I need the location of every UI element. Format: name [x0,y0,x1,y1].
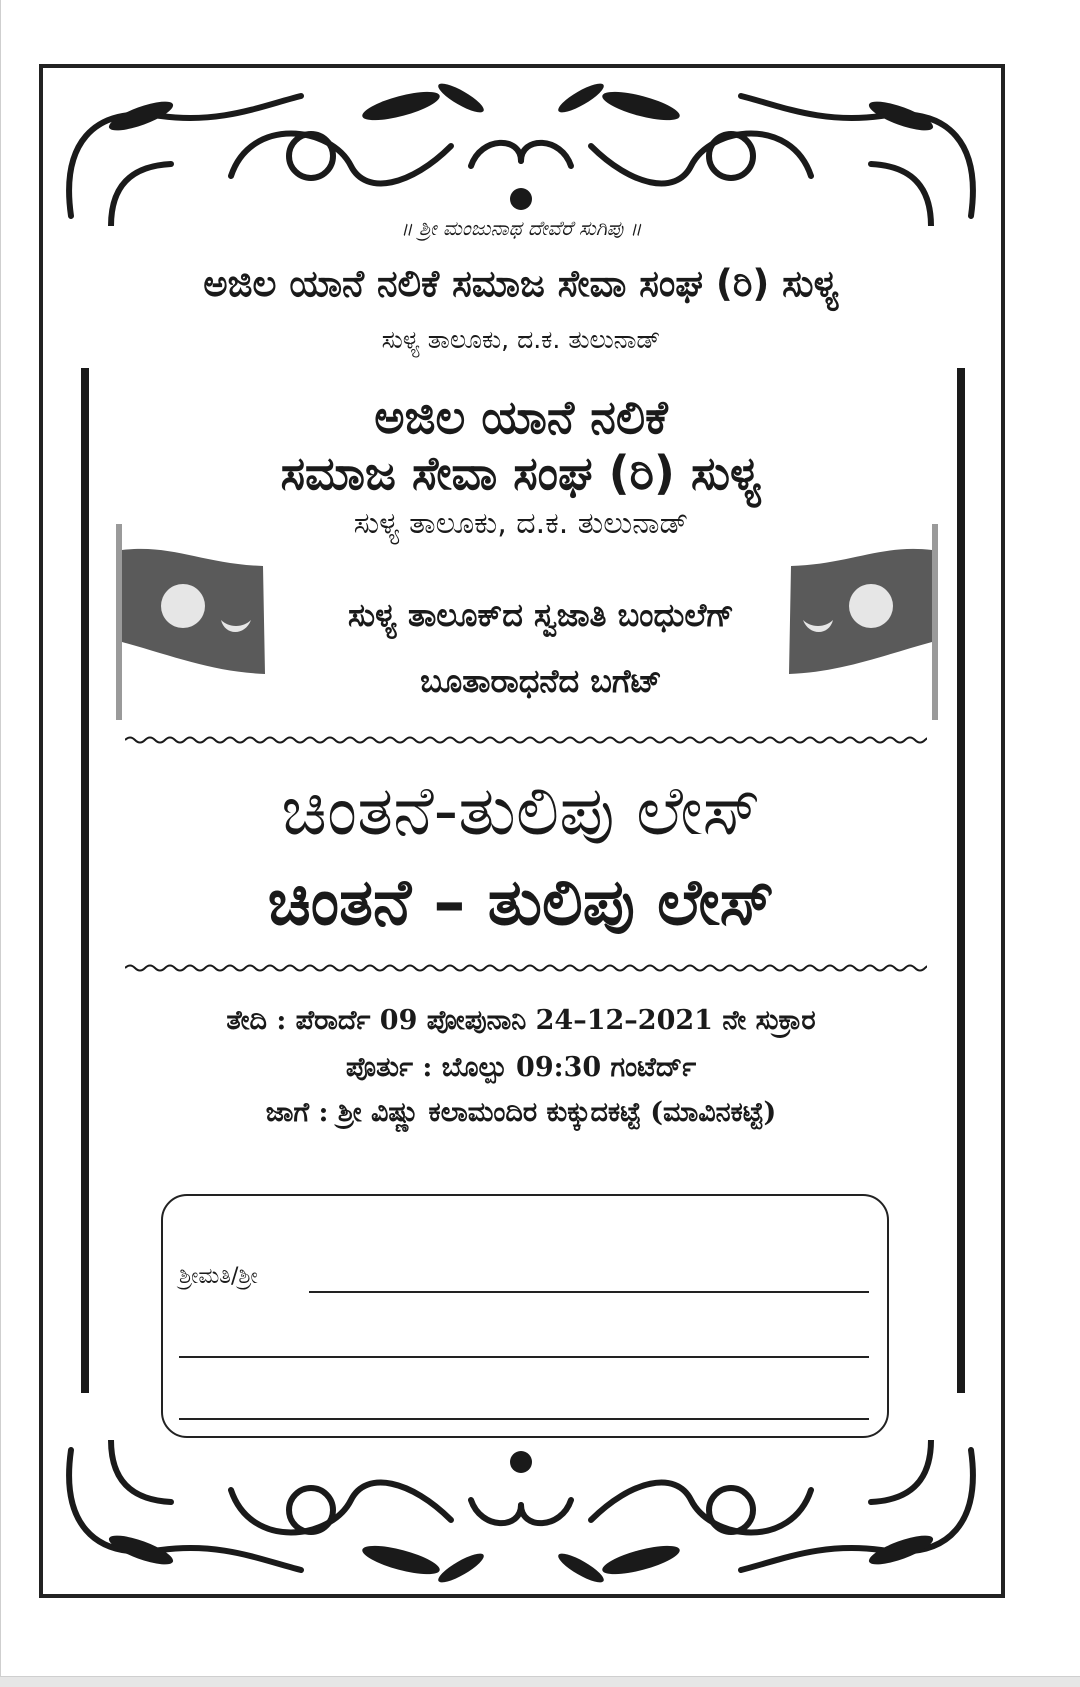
org-address-tulu-script: ಸುಳ್ಯ ತಾಲೂಕು, ದ.ಕ. ತುಲುನಾಡ್ [381,325,661,354]
floral-ornament-top [51,76,991,226]
addressee-label: ಶ್ರೀಮತಿ/ಶ್ರೀ [179,1264,258,1289]
org-name-tulu-script: ಅಜಿಲ ಯಾನೆ ನಲಿಕೆ ಸಮಾಜ ಸೇವಾ ಸಂಘ (ರಿ) ಸುಳ್ಯ [203,262,839,305]
left-side-line [81,368,89,1393]
wavy-divider-top [125,734,927,746]
blessing-line: ॥ ಶ್ರೀ ಮಂಜುನಾಥ ದೇವೆರೆ ಸುಗಿಪು ॥ [400,216,642,240]
floral-ornament-bottom [51,1440,991,1590]
right-side-line [957,368,965,1393]
org-name-line1: ಅಜಿಲ ಯಾನೆ ನಲಿಕೆ [374,390,668,444]
wavy-divider-bottom [125,962,927,974]
title-tulu-script: ಚಿಂತನೆ-ತುಲಿಪು ಲೇಸ್ [281,772,761,851]
addressee-line-3[interactable] [179,1418,869,1420]
addressee-line-2[interactable] [179,1356,869,1358]
invite-line2: ಬೂತಾರಾಧನೆದ ಬಗೆಟ್ [420,662,662,700]
viewer-bottom-strip [0,1676,1080,1687]
org-name-line2: ಸಮಾಜ ಸೇವಾ ಸಂಘ (ರಿ) ಸುಳ್ಯ [280,446,762,500]
invite-line1: ಸುಳ್ಯ ತಾಲೂಕ್‌ದ ಸ್ವಜಾತಿ ಬಂಧುಲೆಗ್ [347,596,735,634]
event-date: ತೇದಿ : ಪೆರಾರ್ದೆ 09 ಪೋಪುನಾನಿ 24–12–2021 ನೇ ಸುಕ್ರಾರ [226,1005,816,1036]
addressee-line-1[interactable] [309,1291,869,1293]
event-time: ಪೊರ್ತು : ಬೊಲ್ಪು 09:30 ಗಂಟೆರ್ದ್ [345,1052,697,1083]
org-address: ಸುಳ್ಯ ತಾಲೂಕು, ದ.ಕ. ತುಲುನಾಡ್ [353,506,689,541]
title-kannada: ಚಿಂತನೆ – ತುಲಿಪು ಲೇಸ್ [267,866,775,940]
event-venue: ಜಾಗೆ : ಶ್ರೀ ವಿಷ್ಣು ಕಲಾಮಂದಿರ ಕುಕ್ಕುದಕಟ್ಟೆ (ಮಾವಿನಕಟ್ಟೆ) [265,1097,777,1128]
addressee-box [161,1194,889,1438]
